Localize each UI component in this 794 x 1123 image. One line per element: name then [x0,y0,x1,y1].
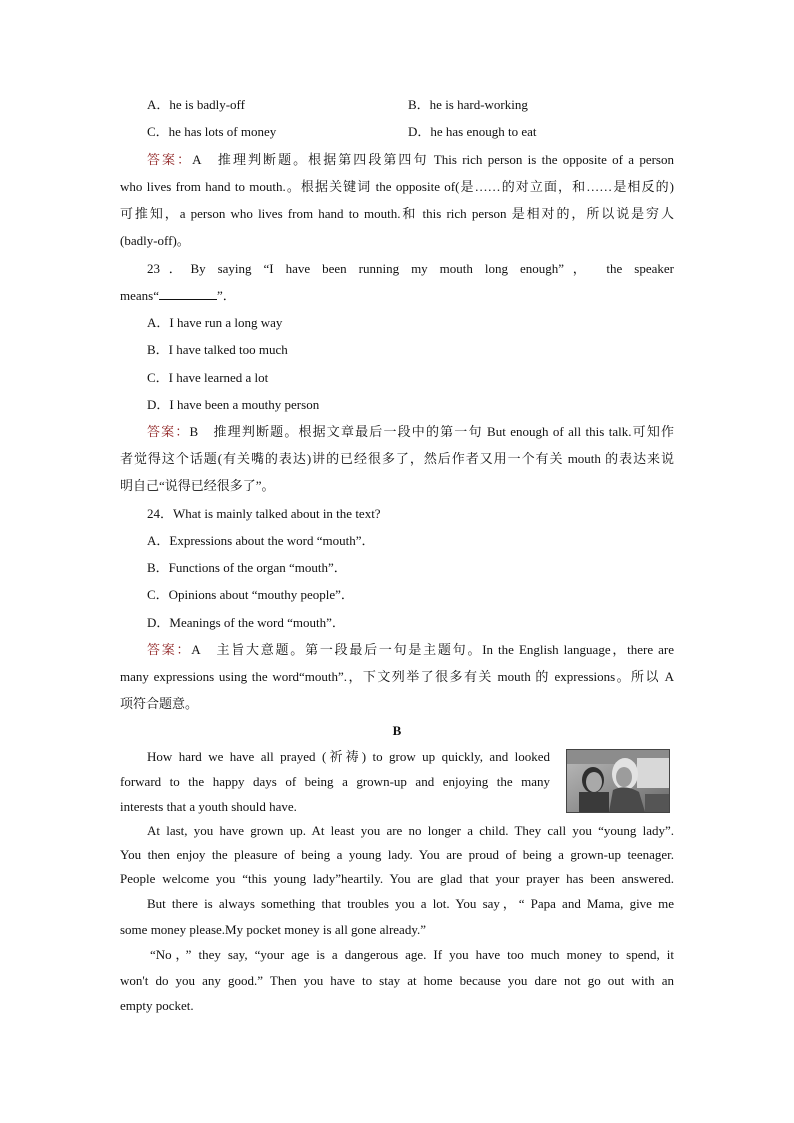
stem-text-end: ”． [216,288,236,303]
stem-text: means“ [120,288,159,303]
passage-p1-line-2: forward to the happy days of being a grown-up and enjoying the many [120,774,550,789]
passage-p2-line-1: At last, you have grown up. At least you are no longer a child. They call you “young lady”. [147,823,674,838]
q22-answer-line-1 [147,151,674,169]
section-b-heading: B [392,723,402,738]
photo-image [567,750,669,812]
passage-p3-line-1: But there is always something that troubles you a lot. You say，“ Papa and Mama, give me [147,896,674,911]
q24-answer-line-2: many expressions using the word“mouth”.，下文列举了很多有关 mouth 的 expressions。所以 A [120,669,674,684]
q24-option-b: B．Functions of the organ “mouth”． [147,560,347,575]
q22-answer-line-4: (badly-off)。 [120,233,190,248]
passage-photo [566,749,670,813]
q23-option-a: A．I have run a long way [147,315,283,330]
answer-label: 答案： [147,642,192,657]
answer-blank [159,288,217,300]
passage-p3-line-2: some money please.My pocket money is all gone already.” [120,922,427,937]
passage-p4-line-3: empty pocket. [120,998,194,1013]
q23-answer-line-3: 明自己“说得已经很多了”。 [120,478,275,493]
answer-label: 答案： [147,152,193,167]
q23-option-d: D．I have been a mouthy person [147,397,320,412]
q24-answer-line-3: 项符合题意。 [120,696,199,711]
q24-option-a: A．Expressions about the word “mouth”． [147,533,375,548]
q23-option-c: C．I have learned a lot [147,370,269,385]
q23-answer-line-1 [147,423,674,441]
q22-option-c: C．he has lots of money [147,124,277,139]
q24-answer-line-1 [147,641,674,659]
passage-p1-line-1: How hard we have all prayed (祈祷) to grow up quickly, and looked [147,749,550,764]
q24-option-c: C．Opinions about “mouthy people”． [147,587,354,602]
answer-text: B 推理判断题。根据文章最后一段中的第一句 But enough of all this talk.可知作 [189,424,674,439]
q23-answer-line-2: 者觉得这个话题(有关嘴的表达)讲的已经很多了，然后作者又用一个有关 mouth 的表达来说 [120,451,674,466]
q23-option-b: B．I have talked too much [147,342,288,357]
passage-p4-line-1: “No，” they say, “your age is a dangerous age. If you have too much money to spend, it [150,947,674,962]
q22-answer-line-2: who lives from hand to mouth.。根据关键词 the opposite of(是……的对立面，和……是相反的) [120,179,674,194]
passage-p2-line-2: You then enjoy the pleasure of being a young lady. You are proud of being a grown-up teenager. [120,847,674,862]
q22-option-b: B．he is hard-working [408,97,528,112]
q24-stem: 24．What is mainly talked about in the text? [147,506,381,521]
answer-text: A 主旨大意题。第一段最后一句是主题句。In the English language，there are [191,642,674,657]
q23-stem-line-2 [120,287,674,305]
q23-stem-line-1: 23．By saying “I have been running my mouth long enough”， the speaker [147,261,674,276]
answer-label: 答案： [147,424,190,439]
q22-answer-line-3: 可推知，a person who lives from hand to mouth.和 this rich person 是相对的，所以说是穷人 [120,206,674,221]
q22-option-d: D．he has enough to eat [408,124,537,139]
answer-text: A 推理判断题。根据第四段第四句 This rich person is the opposite of a person [192,152,674,167]
passage-p1-line-3: interests that a youth should have. [120,799,297,814]
q22-option-a: A．he is badly-off [147,97,245,112]
q24-option-d: D．Meanings of the word “mouth”． [147,615,345,630]
passage-p2-line-3: People welcome you “this young lady”heartily. You are glad that your prayer has been answered. [120,871,674,886]
passage-p4-line-2: won't do you any good.” Then you have to stay at home because you dare not go out with an [120,973,674,988]
